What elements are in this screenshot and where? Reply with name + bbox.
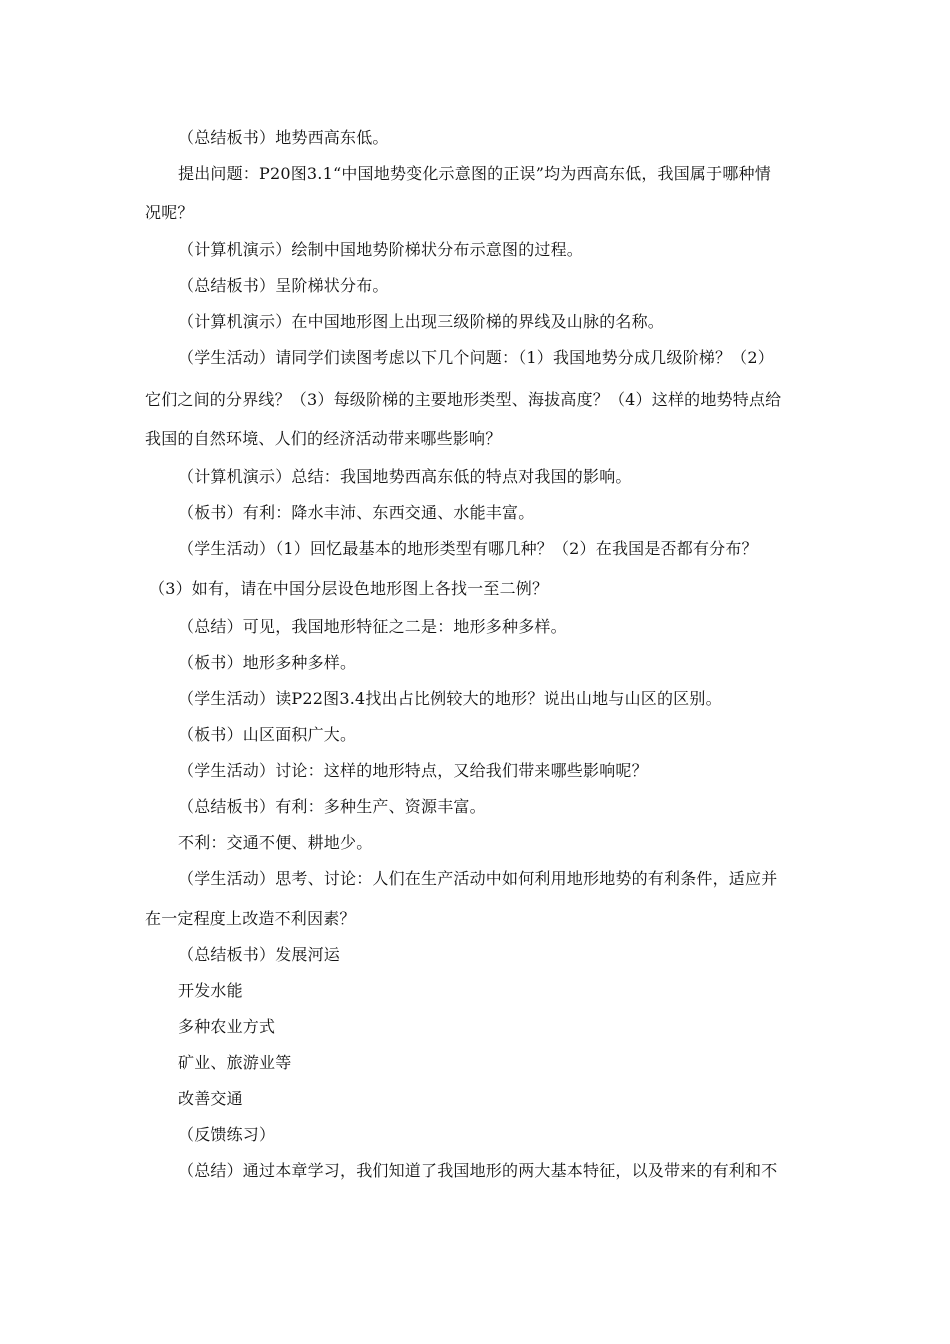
text-line: （3）如有，请在中国分层设色地形图上各找一至二例？ <box>149 579 549 598</box>
text-line: （学生活动）读P22图3.4找出占比例较大的地形？说出山地与山区的区别。 <box>178 689 722 708</box>
text-line: （板书）地形多种多样。 <box>178 653 357 672</box>
text-line: （总结板书）有利：多种生产、资源丰富。 <box>178 797 486 816</box>
text-line: 矿业、旅游业等 <box>178 1053 292 1072</box>
text-line: （板书）山区面积广大。 <box>178 725 357 744</box>
text-line: 不利：交通不便、耕地少。 <box>178 833 373 852</box>
text-line: （学生活动）思考、讨论：人们在生产活动中如何利用地形地势的有利条件，适应并 <box>178 869 778 888</box>
text-line: （总结板书）地势西高东低。 <box>178 128 389 147</box>
text-line: （计算机演示）总结：我国地势西高东低的特点对我国的影响。 <box>178 467 632 486</box>
text-line: （学生活动）请同学们读图考虑以下几个问题：（1）我国地势分成几级阶梯？（2） <box>178 348 774 367</box>
text-line: （板书）有利：降水丰沛、东西交通、水能丰富。 <box>178 503 535 522</box>
text-line: （计算机演示）绘制中国地势阶梯状分布示意图的过程。 <box>178 240 584 259</box>
text-line: （总结板书）呈阶梯状分布。 <box>178 276 389 295</box>
text-line: 它们之间的分界线？（3）每级阶梯的主要地形类型、海拔高度？（4）这样的地势特点给 <box>145 390 782 409</box>
text-line: （总结板书）发展河运 <box>178 945 341 964</box>
text-line: （总结）通过本章学习，我们知道了我国地形的两大基本特征，以及带来的有利和不 <box>178 1161 778 1180</box>
text-line: 提出问题：P20图3.1“中国地势变化示意图的正误”均为西高东低，我国属于哪种情 <box>178 164 771 183</box>
text-line: （学生活动）讨论：这样的地形特点，又给我们带来哪些影响呢？ <box>178 761 648 780</box>
text-line: （反馈练习） <box>178 1125 276 1144</box>
text-line: （总结）可见，我国地形特征之二是：地形多种多样。 <box>178 617 567 636</box>
text-line: 开发水能 <box>178 981 243 1000</box>
text-line: 多种农业方式 <box>178 1017 276 1036</box>
text-line: 改善交通 <box>178 1089 243 1108</box>
text-line: （计算机演示）在中国地形图上出现三级阶梯的界线及山脉的名称。 <box>178 312 665 331</box>
text-line: 在一定程度上改造不利因素？ <box>145 909 356 928</box>
text-line: （学生活动）（1）回忆最基本的地形类型有哪几种？（2）在我国是否都有分布？ <box>178 539 758 558</box>
text-line: 我国的自然环境、人们的经济活动带来哪些影响？ <box>145 429 502 448</box>
text-line: 况呢？ <box>145 203 194 222</box>
